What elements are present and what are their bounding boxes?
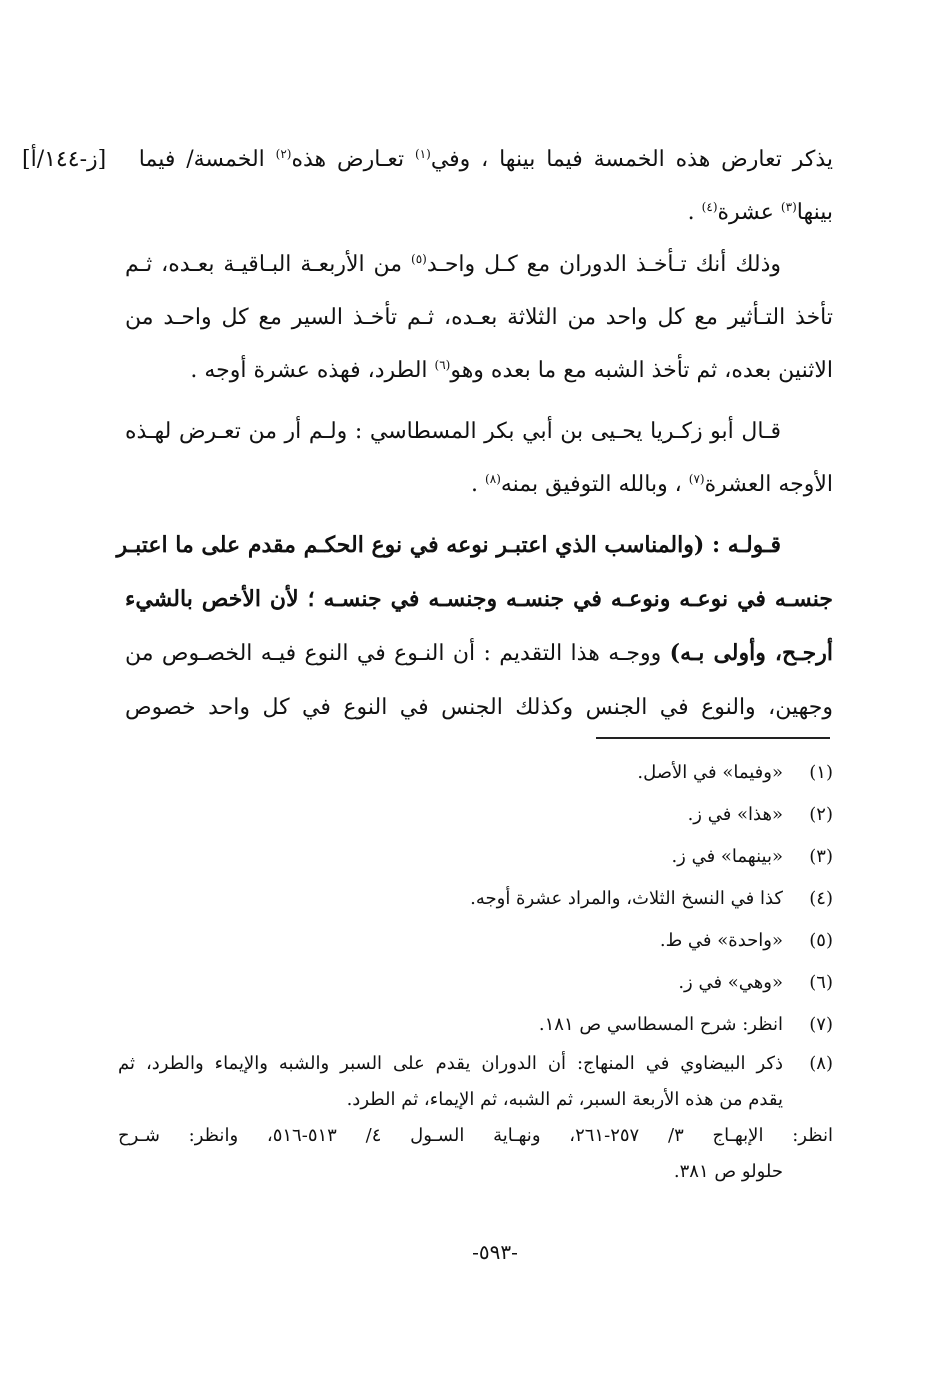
text-run: يذكر تعارض هذه الخمسة فيما بينها ، وفي [430,147,833,172]
manuscript-folio-reference: [ز-١٤٤/أ] [22,147,107,172]
footnote-number: (٥) [809,930,833,951]
paragraph-1 [22,133,833,239]
footnote-ref-6[interactable]: (٦) [434,358,451,372]
footnote-ref-2[interactable]: (٢) [275,147,292,161]
footnote-text: «بينهما» في ز. [671,846,783,867]
paragraph-4-line-1: قـولـه : (والمناسب الذي اعتبـر نوعه في نوع الحكـم مقدم على ما اعتبـر [116,532,781,558]
text-run: الأوجه العشرة [704,472,833,497]
text-run: الطرد، فهذه عشرة أوجه . [190,358,435,383]
footnote-text: «وفيما» في الأصل. [637,762,783,783]
footnote-1 [118,752,833,794]
footnote-number: (٢) [809,804,833,825]
paragraph-2 [125,238,833,397]
text-run: الخمسة/ فيما [138,147,276,172]
paragraph-3 [125,405,833,511]
footnote-ref-4[interactable]: (٤) [701,200,718,214]
footnote-8 [118,1046,833,1118]
footnote-4 [118,878,833,920]
footnote-number: (٧) [809,1014,833,1035]
footnote-text: «واحدة» في ط. [659,930,783,951]
footnote-ref-1[interactable]: (١) [414,147,431,161]
footnote-number: (٨) [809,1053,833,1074]
footnotes [118,752,833,1190]
paragraph-1-line-2 [22,186,833,239]
footnote-6 [118,962,833,1004]
footnote-number: (٦) [809,972,833,993]
footnote-ref-5[interactable]: (٥) [411,252,427,266]
footnote-text: «وهي» في ز. [678,972,783,993]
paragraph-1-line-1 [22,133,833,186]
text-run: . [687,200,702,225]
paragraph-2-line-3 [125,344,833,397]
paragraph-2-line-2: تأخذ التـأثير مع كل واحد من الثلاثة بعـده، ثـم تأخـذ السير مع كل واحـد من [125,305,833,330]
footnote-8-line-1: ذكر البيضاوي في المنهاج: أن الدوران يقدم على السبر والشبه والإيماء والطرد، ثم [118,1053,783,1074]
footnote-5 [118,920,833,962]
footnote-number: (١) [809,762,833,783]
text-run: تعـارض هذه [291,147,415,172]
text-run: الاثنين بعده، ثم تأخذ الشبه مع ما بعده وهو [450,358,833,383]
paragraph-4 [116,518,833,735]
footnote-separator [596,737,830,739]
text-run: ووجـه هذا التقديم : أن النـوع في النوع فيـه الخصـوص من [125,641,670,666]
quoted-text-bold: أرجـح، وأولى بـه) [669,640,833,666]
paragraph-2-line-1 [125,238,833,291]
footnote-8-line-3: انظر: الإبهـاج ٣/ ٢٥٧-٢٦١، ونهـاية السـول ٤/ ٥١٣-٥١٦، وانظر: شـرح [118,1125,833,1146]
footnote-7 [118,1004,833,1046]
footnote-8-line-4: حلولو ص ٣٨١. [673,1161,783,1182]
paragraph-4-line-3 [125,626,833,681]
text-run: ، وبالله التوفيق بمنه [500,472,689,497]
footnote-ref-7[interactable]: (٧) [688,472,705,486]
paragraph-3-line-1: قـال أبو زكـريا يحـيى بن أبي بكر المسطاسي : ولـم أر من تعـرض لهـذه [125,419,781,444]
paragraph-3-line-2 [125,458,833,511]
footnote-ref-8[interactable]: (٨) [485,472,501,486]
paragraph-4-line-2: جنسـه في نوعـه ونوعـه في جنسـه وجنسـه في جنسـه ؛ لأن الأخص بالشيء [125,586,833,612]
paragraph-4-line-4: وجهين، والنوع في الجنس وكذلك الجنس في النوع في كل واحد خصوص [125,695,833,720]
page-number: -٥٩٣- [472,1240,518,1264]
text-run: عشرة [717,200,781,225]
footnote-8-line-2: يقدم من هذه الأربعة السبر، ثم الشبه، ثم الإيماء، ثم الطرد. [346,1089,783,1110]
footnote-number: (٣) [809,846,833,867]
footnote-number: (٤) [809,888,833,909]
footnote-3 [118,836,833,878]
footnote-ref-3[interactable]: (٣) [780,200,797,214]
footnote-text: «هذا» في ز. [687,804,783,825]
text-run: بينها [796,200,833,225]
text-run: من الأربعـة البـاقيـة بعـده، ثـم [125,252,412,277]
text-run: . [471,472,486,497]
text-run: وذلك أنك تـأخـذ الدوران مع كـل واحـد [426,252,782,277]
footnote-text: كذا في النسخ الثلاث، والمراد عشرة أوجه. [470,888,783,909]
footnote-text: انظر: شرح المسطاسي ص ١٨١. [538,1014,783,1035]
footnote-2 [118,794,833,836]
